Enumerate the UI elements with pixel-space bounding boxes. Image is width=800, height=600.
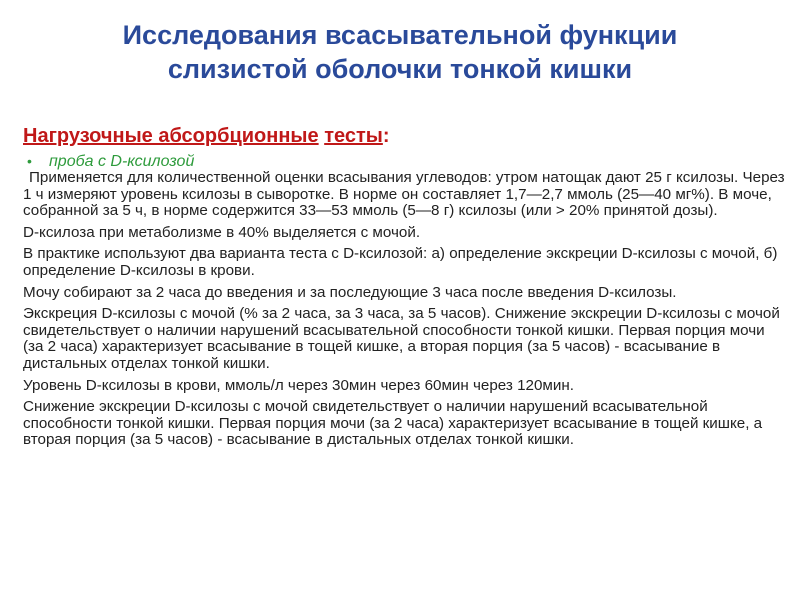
paragraph-4: Мочу собирают за 2 часа до введения и за последующие 3 часа после введения D-ксилозы.	[23, 283, 677, 301]
slide-title	[0, 18, 800, 86]
slide-title-line-2: слизистой оболочки тонкой кишки	[167, 54, 633, 84]
paragraph-3: В практике используют два варианта теста с D-ксилозой: а) определение экскреции D-ксилозы с мочой, б) определение D-ксилозы в крови.	[23, 245, 778, 279]
paragraph-2: D-ксилоза при метаболизме в 40% выделяется с мочой.	[23, 223, 421, 241]
paragraph-5: Экскреция D-ксилозы с мочой (% за 2 часа, за 3 часа, за 5 часов). Снижение экскреции D-ксилозы с мочой свидетельствует о наличии нарушений всасывательной способности тонкой кишки. Первая порция мочи (за 2 часа) характеризует всасывание в тощей кишке, а вторая порция (за 5 часов) - всасывание в дистальных отделах тонкой кишки.	[23, 305, 780, 372]
bullet-marker: •	[27, 153, 32, 169]
section-heading-part-2: тесты	[324, 125, 383, 147]
paragraph-6: Уровень D-ксилозы в крови, ммоль/л через 30мин через 60мин через 120мин.	[23, 376, 574, 394]
section-heading-part-1: Нагрузочные абсорбционные	[23, 125, 319, 147]
paragraph-1: Применяется для количественной оценки всасывания углеводов: утром натощак дают 25 г ксилозы. Через 1 ч измеряют уровень ксилозы в сыворотке. В норме он составляет 1,7—2,7 ммоль (25—40 мг%). В моче, собранной за 5 ч, в норме содержится 33—53 ммоль (5—8 г) ксилозы (или > 20% принятой дозы).	[23, 169, 785, 220]
paragraph-7: Снижение экскреции D-ксилозы с мочой свидетельствует о наличии нарушений всасывательной способности тонкой кишки. Первая порция мочи (за 2 часа) характеризует всасывание в тощей кишке, а вторая порция (за 5 часов) - всасывание в дистальных отделах тонкой кишки.	[23, 398, 763, 449]
section-heading-colon: :	[382, 125, 390, 147]
bullet-text: проба с D-ксилозой	[49, 153, 195, 170]
section-heading	[23, 124, 390, 148]
body-text	[23, 170, 785, 454]
slide-title-line-1: Исследования всасывательной функции	[122, 20, 678, 50]
